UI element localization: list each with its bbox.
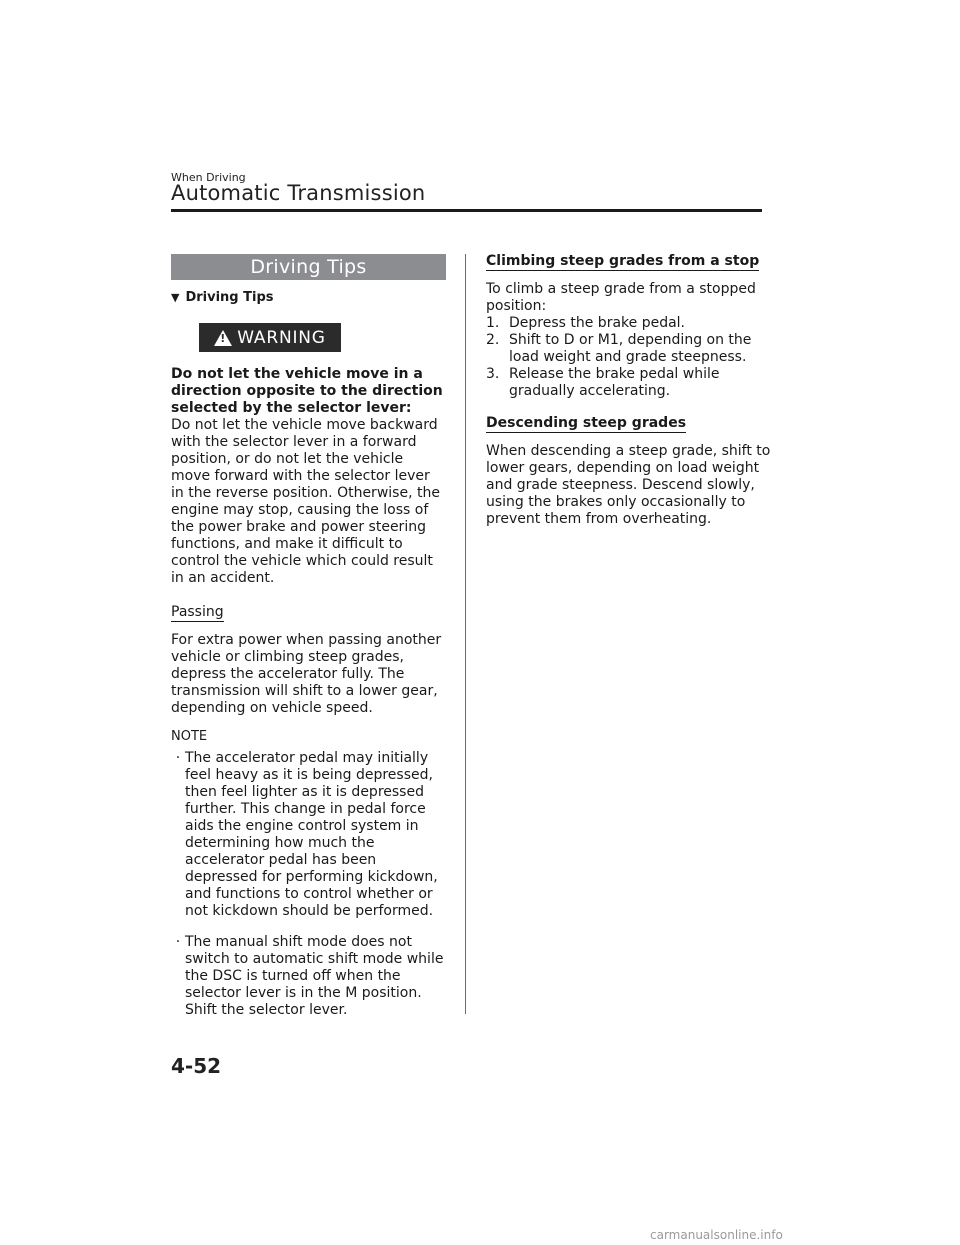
driving-tips-subheading xyxy=(171,290,446,305)
step-text: Depress the brake pedal. xyxy=(509,315,686,331)
header-rule xyxy=(171,209,762,212)
passing-heading: Passing xyxy=(171,604,224,620)
climb-steps xyxy=(486,315,771,400)
step-text: Release the brake pedal while gradually accelerating. xyxy=(509,366,720,399)
climb-intro: To climb a steep grade from a stopped position: xyxy=(486,281,756,314)
chapter-title: Automatic Transmission xyxy=(171,181,426,205)
descend-section xyxy=(486,412,771,528)
step-text: Shift to D or M1, depending on the load weight and grade steepness. xyxy=(509,332,752,365)
page-number: 4-52 xyxy=(171,1054,222,1078)
note-text: The manual shift mode does not switch to automatic shift mode while the DSC is turned off when the selector lever is in the M position. Shift the selector lever. xyxy=(185,934,444,1018)
bullet-dot-icon: · xyxy=(175,750,181,766)
climb-step xyxy=(486,315,771,332)
warning-badge xyxy=(199,323,341,352)
climb-step xyxy=(486,332,771,366)
descend-heading: Descending steep grades xyxy=(486,415,687,431)
warning-triangle-icon: ! xyxy=(214,330,232,346)
warning-body xyxy=(171,366,446,587)
bullet-dot-icon: · xyxy=(175,934,181,950)
note-item xyxy=(171,750,446,920)
left-column xyxy=(171,254,446,1019)
warning-label: WARNING xyxy=(237,327,326,348)
warning-text: Do not let the vehicle move backward with the selector lever in a forward position, or do not let the vehicle move forward with the selector lever in the reverse position. Otherwise, the engine may stop, causing the loss of the power brake and power steering functions, and make it difficult to control the vehicle which could result in an accident. xyxy=(171,417,440,586)
climb-step xyxy=(486,366,771,400)
climb-heading: Climbing steep grades from a stop xyxy=(486,253,760,269)
warning-title: Do not let the vehicle move in a direction opposite to the direction selected by the selector lever: xyxy=(171,366,443,416)
watermark: carmanualsonline.info xyxy=(650,1228,783,1242)
note-item xyxy=(171,934,446,1019)
note-text: The accelerator pedal may initially feel heavy as it is being depressed, then feel lighter as it is depressed further. This change in pedal force aids the engine control system in determining how much the accelerator pedal has been depressed for performing kickdown, and functions to control whether or not kickdown should be performed. xyxy=(185,750,438,919)
section-label: When Driving xyxy=(171,171,246,184)
passing-section xyxy=(171,601,446,717)
right-column xyxy=(486,250,771,528)
note-list xyxy=(171,750,446,1019)
step-number: 2. xyxy=(486,332,500,348)
step-number: 3. xyxy=(486,366,500,382)
column-divider xyxy=(465,254,466,1014)
note-label: NOTE xyxy=(171,729,208,744)
step-number: 1. xyxy=(486,315,500,331)
descend-text: When descending a steep grade, shift to lower gears, depending on load weight and grade steepness. Descend slowly, using the brakes only occasionally to prevent them from overheating. xyxy=(486,443,771,527)
subheading-text: Driving Tips xyxy=(185,290,274,305)
triangle-down-icon: ▼ xyxy=(171,291,180,304)
driving-tips-banner: Driving Tips xyxy=(171,254,446,280)
passing-text: For extra power when passing another vehicle or climbing steep grades, depress the accelerator fully. The transmission will shift to a lower gear, depending on vehicle speed. xyxy=(171,632,442,716)
